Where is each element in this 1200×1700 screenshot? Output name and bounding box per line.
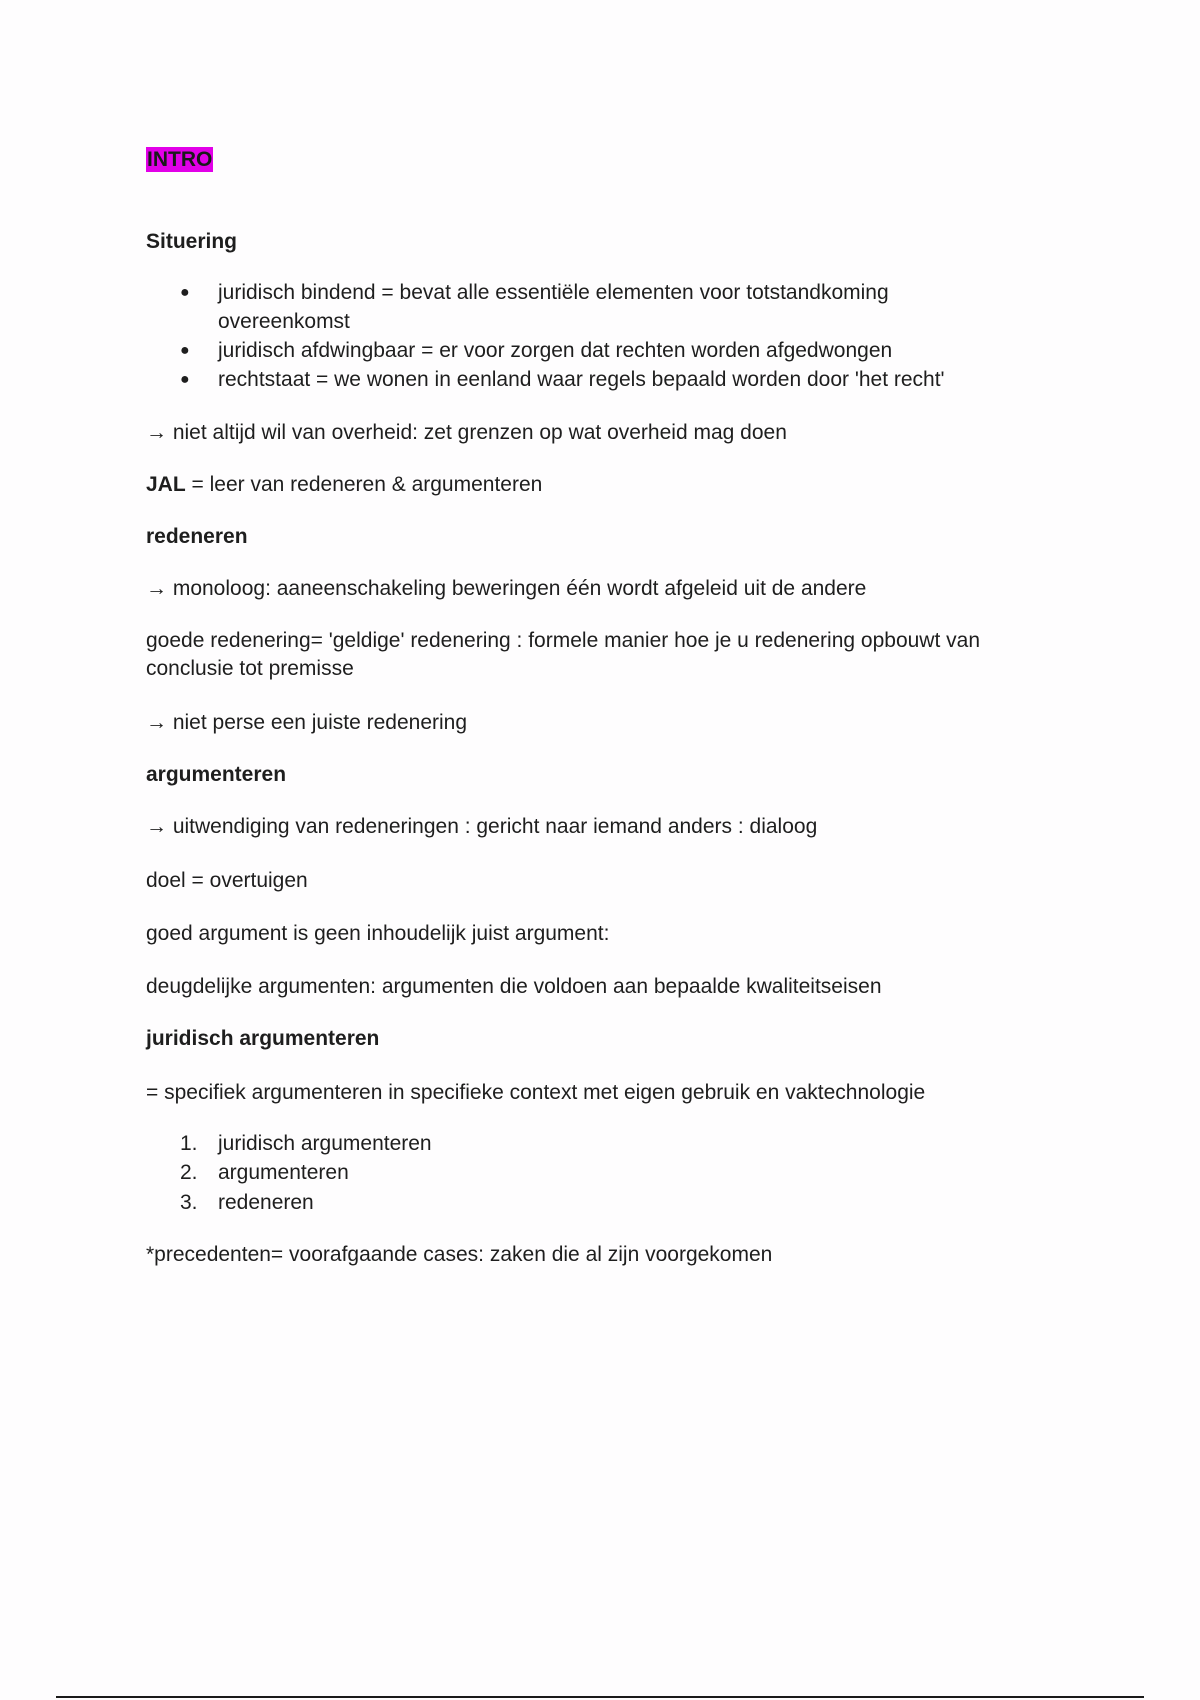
intro-heading-line <box>146 146 1046 174</box>
redeneren-heading: redeneren <box>146 524 248 548</box>
numbered-list <box>146 1129 1046 1218</box>
bullet-icon: ● <box>180 341 190 359</box>
redeneren-monoloog: → monoloog: aaneenschakeling beweringen één wordt afgeleid uit de andere <box>146 576 867 600</box>
niet-perse: → niet perse een juiste redenering <box>146 710 468 734</box>
list-item: ● juridisch afdwingbaar = er voor zorgen dat rechten worden afgedwongen <box>146 336 1046 366</box>
list-item: 1. juridisch argumenteren <box>180 1131 432 1155</box>
bullet-icon: ● <box>180 284 190 301</box>
situering-heading: Situering <box>146 230 238 253</box>
juridisch-definition: = specifiek argumenteren in specifieke context met eigen gebruik en vaktechnologie <box>146 1080 926 1104</box>
jal-definition: = leer van redeneren & argumenteren <box>185 472 543 496</box>
list-item-continuation: overeenkomst <box>218 309 350 333</box>
jal-term: JAL <box>146 472 186 496</box>
argumenteren-heading: argumenteren <box>146 762 287 786</box>
doel-line: doel = overtuigen <box>146 868 308 892</box>
bullet-icon: ● <box>180 371 190 388</box>
precedenten-line: *precedenten= voorafgaande cases: zaken die al zijn voorgekomen <box>146 1243 773 1266</box>
list-item: ● juridisch bindend = bevat alle essentiële elementen voor totstandkoming <box>146 278 1046 308</box>
page-bottom-rule <box>56 1696 1144 1698</box>
overheid-note: → niet altijd wil van overheid: zet grenzen op wat overheid mag doen <box>146 420 787 444</box>
goede-redenering-line1: goede redenering= 'geldige' redenering : formele manier hoe je u redenering opbouwt van <box>146 628 981 652</box>
deugdelijke-line: deugdelijke argumenten: argumenten die voldoen aan bepaalde kwaliteitseisen <box>146 974 882 998</box>
list-item: ● rechtstaat = we wonen in eenland waar regels bepaald worden door 'het recht' <box>146 365 1046 395</box>
goed-argument-line: goed argument is geen inhoudelijk juist argument: <box>146 921 610 945</box>
list-item: 2. argumenteren <box>180 1161 349 1184</box>
list-item: 3. redeneren <box>180 1190 314 1214</box>
goede-redenering-line2: conclusie tot premisse <box>146 656 354 680</box>
jal-line <box>146 471 1046 499</box>
intro-heading: INTRO <box>147 148 213 171</box>
argumenteren-dialoog: → uitwendiging van redeneringen : gericht naar iemand anders : dialoog <box>146 814 818 838</box>
juridisch-heading: juridisch argumenteren <box>146 1026 380 1050</box>
situering-list <box>146 278 1046 395</box>
document-content <box>146 146 1046 1269</box>
